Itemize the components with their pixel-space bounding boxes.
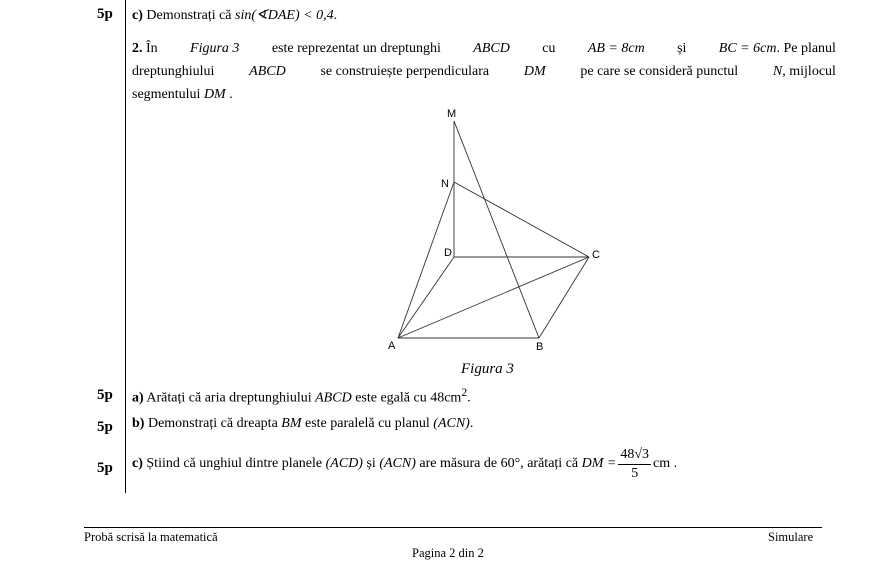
text-end-dot: .: [229, 87, 233, 102]
label-C: C: [592, 249, 600, 261]
figure-3-diagram: [380, 100, 610, 360]
item-c-angle: 60°: [500, 456, 521, 471]
text-si: și: [677, 41, 687, 56]
problem-number: 2.: [132, 41, 143, 56]
item-c-top-end: .: [333, 8, 338, 23]
label-D: D: [444, 247, 452, 259]
bc-value: BC = 6cm: [718, 41, 777, 56]
text-pe-planul: . Pe planul: [776, 41, 836, 56]
problem-2-statement: [132, 37, 836, 106]
text-mijlocul: , mijlocul: [782, 64, 836, 79]
item-c-unit: cm .: [653, 456, 678, 471]
item-c: [132, 444, 677, 484]
text-in: În: [146, 41, 158, 56]
ab-value: AB = 8cm: [587, 41, 645, 56]
segment-AC: [398, 257, 589, 338]
dm-1: DM: [523, 64, 546, 79]
fraction-denominator: 5: [631, 465, 639, 481]
footer-page: Pagina 2 din 2: [412, 546, 484, 560]
text-segmentului: segmentului: [132, 87, 201, 102]
item-b-end: .: [469, 416, 474, 431]
item-c-top-formula: sin(∢DAE) < 0,4: [235, 8, 334, 23]
item-a-value: 48cm: [430, 390, 462, 406]
score-5p-top: 5p: [97, 6, 113, 22]
item-b-bm: BM: [281, 416, 302, 431]
text-cu: cu: [542, 41, 556, 56]
problem-2-line-2: [132, 60, 836, 83]
segment-BC: [539, 257, 589, 338]
text-dreptunghiului: dreptunghiului: [132, 64, 215, 79]
label-A: A: [388, 340, 396, 352]
item-c-top-text: Demonstrați că: [146, 8, 232, 23]
margin-line: [125, 0, 126, 493]
score-5p-a: 5p: [97, 387, 113, 403]
item-c-label: c): [132, 456, 143, 471]
segment-NA: [398, 182, 454, 338]
item-c-top-label: c): [132, 8, 143, 23]
item-c-text3: , arătați că: [520, 456, 579, 471]
text-punctul: pe care se consideră punctul: [580, 64, 739, 79]
item-c-acn: (ACN): [379, 456, 416, 471]
item-a-label: a): [132, 390, 144, 406]
figure-caption: Figura 3: [461, 361, 514, 377]
item-a-sup: 2: [461, 386, 468, 399]
abcd-1: ABCD: [473, 41, 510, 56]
footer-right: Simulare: [768, 530, 814, 544]
item-a-abcd: ABCD: [315, 390, 352, 406]
abcd-2: ABCD: [249, 64, 286, 79]
problem-2-line-1: [132, 37, 836, 60]
score-5p-b: 5p: [97, 419, 113, 435]
item-a: [132, 386, 471, 407]
item-b-text: Demonstrați că dreapta: [147, 416, 278, 431]
item-a-text: Arătați că aria dreptunghiului: [146, 390, 312, 406]
label-M: M: [447, 108, 457, 120]
text-reprezentat: este reprezentat un dreptunghi: [271, 41, 441, 56]
segment-MB: [454, 121, 539, 338]
item-c-fraction: [618, 446, 651, 483]
item-c-acd: (ACD): [325, 456, 363, 471]
n-point: N: [772, 64, 783, 79]
fraction-numerator: 48√3: [618, 446, 651, 465]
footer-rule: [84, 527, 822, 528]
segment-NC: [454, 182, 589, 257]
item-a-end: .: [467, 390, 471, 406]
item-c-text2: are măsura de: [419, 456, 498, 471]
label-B: B: [536, 341, 544, 353]
score-5p-c: 5p: [97, 460, 113, 476]
item-c-and: și: [366, 456, 376, 471]
item-a-text2: este egală cu: [355, 390, 427, 406]
label-N: N: [441, 178, 449, 190]
item-b-label: b): [132, 416, 145, 431]
item-b-acn: (ACN): [433, 416, 470, 431]
item-c-top: [132, 7, 337, 24]
item-b: [132, 416, 473, 432]
item-b-text2: este paralelă cu planul: [305, 416, 430, 431]
figure-ref: Figura 3: [190, 41, 240, 56]
dm-2: DM: [203, 87, 226, 102]
item-c-dm: DM =: [581, 456, 617, 471]
footer-left: Probă scrisă la matematică: [84, 530, 218, 544]
text-perpendiculara: se construiește perpendiculara: [320, 64, 490, 79]
item-c-text: Știind că unghiul dintre planele: [146, 456, 323, 471]
